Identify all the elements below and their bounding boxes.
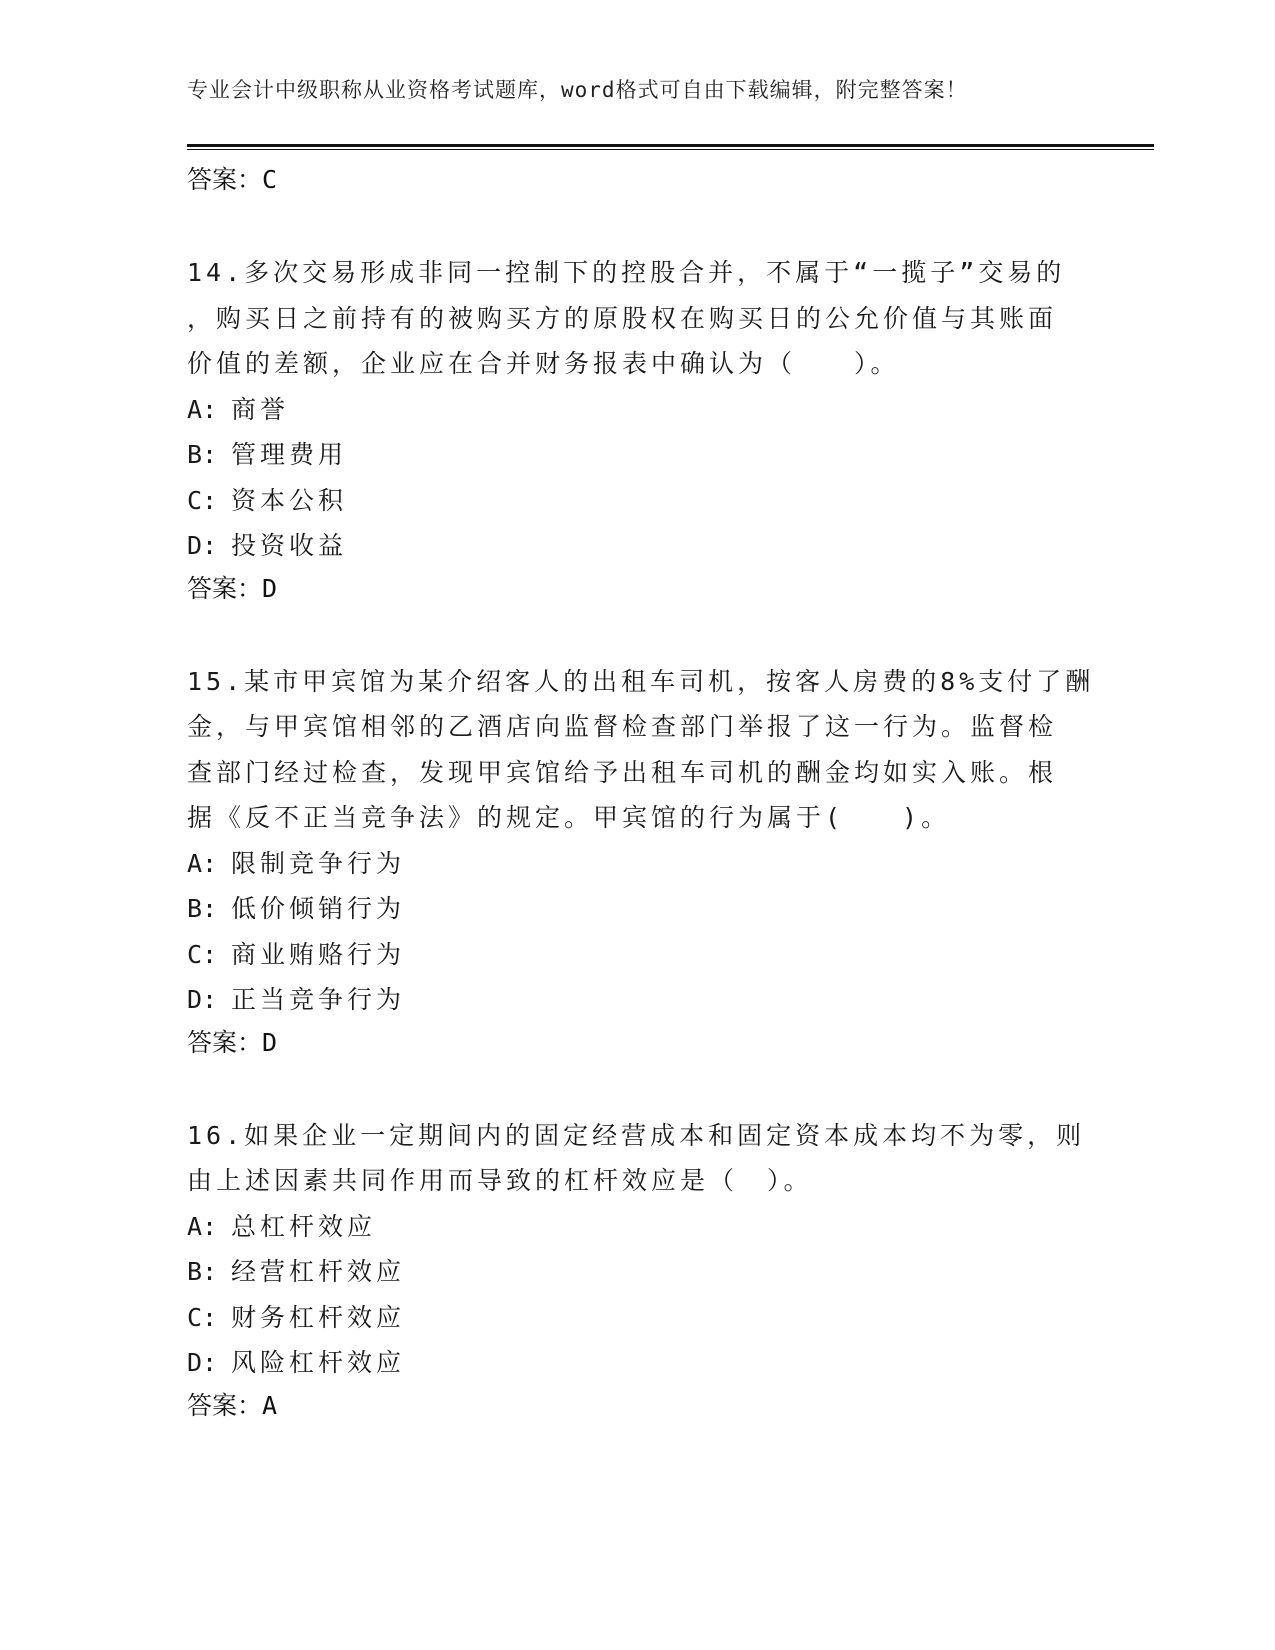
option-text: 商业贿赂行为	[231, 939, 406, 969]
option-b	[187, 886, 1087, 932]
option-label: B:	[187, 1257, 218, 1286]
option-text: 财务杠杆效应	[231, 1302, 406, 1332]
option-label: A:	[187, 1211, 218, 1241]
option-text: 经营杠杆效应	[231, 1257, 406, 1286]
answer-line: 答案：D	[187, 573, 278, 603]
option-text: 管理费用	[231, 440, 348, 469]
question-line: ，购买日之前持有的被购买方的原股权在购买日的公允价值与其账面	[187, 303, 1058, 333]
option-c	[187, 1295, 1087, 1341]
spacer	[187, 609, 1087, 659]
option-label: C:	[187, 1302, 218, 1332]
option-d	[187, 977, 1087, 1023]
question-text	[187, 1113, 1087, 1204]
option-label: A:	[187, 394, 218, 424]
option-text: 投资收益	[231, 531, 348, 560]
option-text: 低价倾销行为	[231, 894, 406, 923]
option-a	[187, 387, 1087, 433]
option-c	[187, 478, 1087, 524]
question-16	[187, 1113, 1087, 1426]
option-label: C:	[187, 485, 218, 515]
option-label: B:	[187, 440, 218, 469]
question-line: 由上述因素共同作用而导致的杠杆效应是（ ）。	[187, 1166, 813, 1195]
option-text: 风险杠杆效应	[231, 1348, 406, 1377]
answer-line: 答案：D	[187, 1027, 278, 1057]
option-text: 商誉	[231, 394, 290, 424]
option-text: 资本公积	[231, 485, 348, 515]
question-line: 据《反不正当竞争法》的规定。甲宾馆的行为属于( )。	[187, 803, 951, 832]
answer-line: 答案：C	[187, 165, 278, 194]
option-label: D:	[187, 985, 218, 1014]
question-15	[187, 659, 1095, 1063]
option-a	[187, 1204, 1087, 1250]
question-14	[187, 250, 1087, 609]
question-line: 查部门经过检查，发现甲宾馆给予出租车司机的酬金均如实入账。根	[187, 757, 1058, 787]
option-a	[187, 841, 1087, 887]
option-label: D:	[187, 1348, 218, 1377]
option-b	[187, 432, 1087, 478]
option-d	[187, 523, 1087, 569]
header-rule-thin	[187, 149, 1154, 150]
option-text: 正当竞争行为	[231, 985, 406, 1014]
option-label: D:	[187, 531, 218, 560]
option-label: B:	[187, 894, 218, 923]
header-rule-thick	[187, 144, 1154, 147]
question-line: 15.某市甲宾馆为某介绍客人的出租车司机，按客人房费的8%支付了酬	[187, 666, 1095, 696]
option-text: 限制竞争行为	[231, 848, 406, 878]
question-list	[187, 160, 1095, 1426]
spacer	[187, 200, 1087, 250]
question-line: 金，与甲宾馆相邻的乙酒店向监督检查部门举报了这一行为。监督检	[187, 712, 1058, 741]
option-b	[187, 1249, 1087, 1295]
question-line: 价值的差额，企业应在合并财务报表中确认为（ ）。	[187, 349, 900, 378]
spacer	[187, 1063, 1087, 1113]
question-line: 16.如果企业一定期间内的固定经营成本和固定资本成本均不为零，则	[187, 1120, 1086, 1150]
option-c	[187, 932, 1087, 978]
answer-line: 答案：A	[187, 1390, 278, 1420]
option-d	[187, 1340, 1087, 1386]
question-text	[187, 659, 1095, 841]
option-label: C:	[187, 939, 218, 969]
option-text: 总杠杆效应	[231, 1211, 377, 1241]
page-header: 专业会计中级职称从业资格考试题库，word格式可自由下载编辑，附完整答案！	[187, 78, 968, 102]
question-line: 14.多次交易形成非同一控制下的控股合并，不属于“一揽子”交易的	[187, 258, 1066, 287]
option-label: A:	[187, 848, 218, 878]
question-text	[187, 250, 1087, 387]
